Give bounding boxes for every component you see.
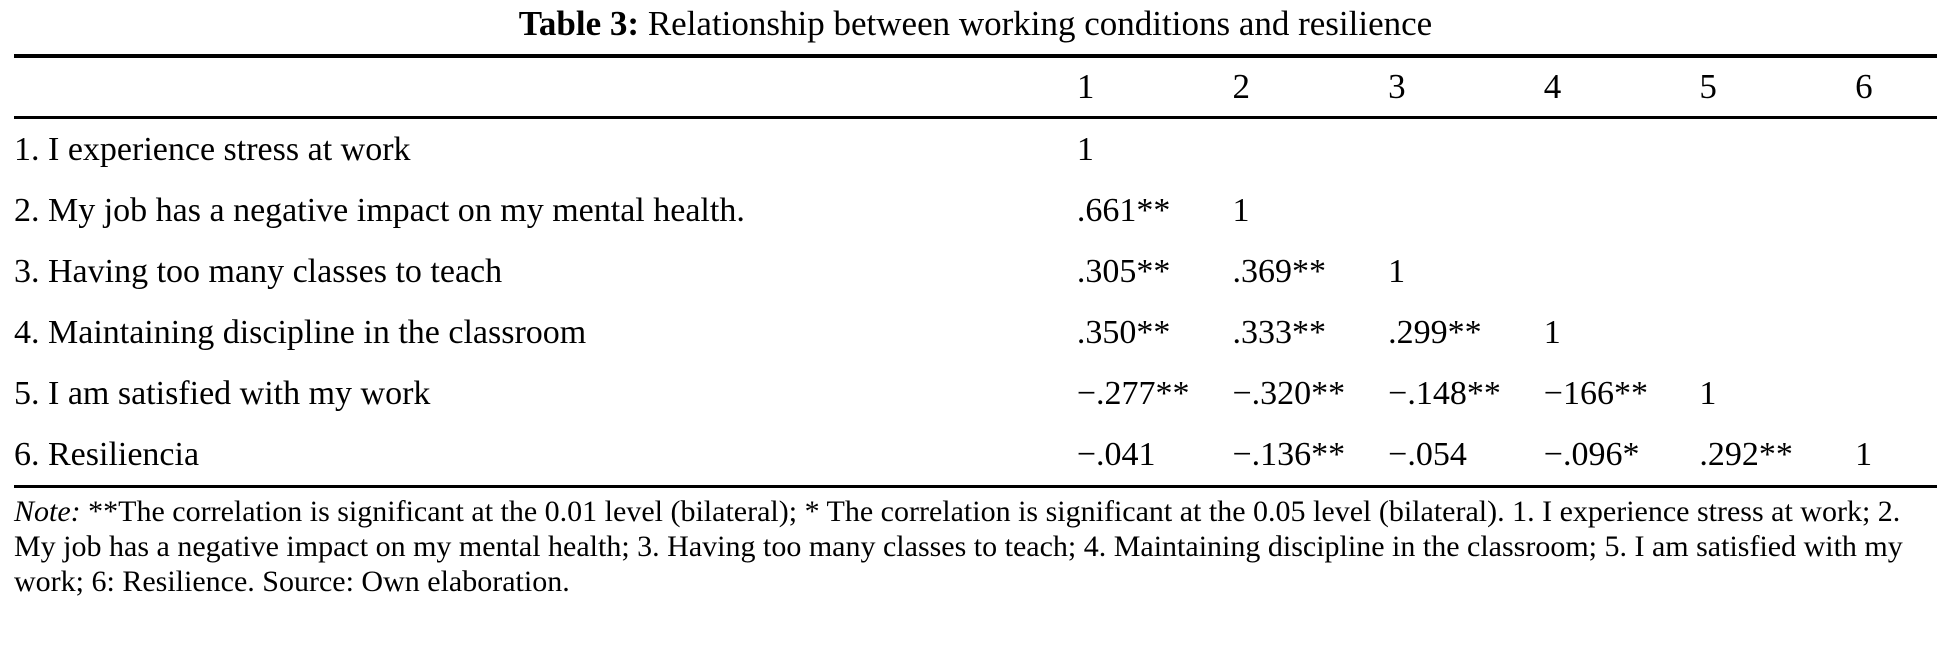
cell-r3c2: .369**	[1232, 253, 1326, 290]
cell-r4c5	[1699, 302, 1855, 363]
cell-r5c3: −.148**	[1388, 375, 1501, 412]
row-label: 2. My job has a negative impact on my mental health.	[14, 192, 745, 229]
table-row	[14, 302, 1937, 363]
column-header-2: 2	[1232, 67, 1250, 106]
table-note-text: **The correlation is significant at the 0.01 level (bilateral); * The correlation is significant at the 0.05 level (bilateral). 1. I experience stress at work; 2. My job has a negative impact on my mental health; 3. Having too many classes to teach; 4. Maintaining discipline in the classroom; 5. I am satisfied with my work; 6: Resilience. Source: Own elaboration.	[14, 495, 1903, 598]
cell-r2c2: 1	[1232, 192, 1250, 229]
cell-r1c3	[1388, 119, 1544, 180]
column-header-6: 6	[1855, 67, 1873, 106]
cell-r4c2: .333**	[1232, 314, 1326, 351]
table-row	[14, 180, 1937, 241]
column-header-blank	[14, 58, 1077, 116]
cell-r5c6	[1855, 363, 1937, 424]
cell-r5c2: −.320**	[1232, 375, 1346, 412]
cell-r6c3: −.054	[1388, 436, 1467, 473]
column-header-3: 3	[1388, 67, 1406, 106]
row-label: 3. Having too many classes to teach	[14, 253, 503, 290]
column-header-5: 5	[1699, 67, 1717, 106]
cell-r6c1: −.041	[1076, 436, 1156, 473]
column-header-1: 1	[1076, 67, 1095, 106]
row-label: 4. Maintaining discipline in the classroom	[14, 314, 587, 351]
table-row	[14, 119, 1937, 180]
table-caption-label: Table 3:	[518, 4, 640, 43]
cell-r2c3	[1388, 180, 1544, 241]
table-note	[14, 488, 1937, 599]
cell-r2c1: .661**	[1076, 192, 1171, 229]
table-header-row	[14, 58, 1937, 116]
cell-r2c4	[1544, 180, 1700, 241]
cell-r5c4: −166**	[1543, 375, 1648, 412]
cell-r6c4: −.096*	[1543, 436, 1640, 473]
cell-r6c6: 1	[1855, 436, 1873, 473]
table-row	[14, 241, 1937, 302]
column-header-4: 4	[1543, 67, 1562, 106]
cell-r6c5: .292**	[1699, 436, 1793, 473]
table-row	[14, 424, 1937, 485]
cell-r1c4	[1544, 119, 1700, 180]
cell-r6c2: −.136**	[1232, 436, 1346, 473]
table-note-lead: Note:	[14, 495, 81, 528]
cell-r4c4: 1	[1543, 314, 1561, 351]
cell-r1c2	[1233, 119, 1389, 180]
cell-r3c3: 1	[1388, 253, 1406, 290]
table-caption-text: Relationship between working conditions and resilience	[647, 4, 1433, 43]
cell-r2c6	[1855, 180, 1937, 241]
table-caption	[14, 0, 1937, 54]
row-label: 5. I am satisfied with my work	[14, 375, 431, 412]
correlation-table-body	[14, 119, 1937, 485]
table-header	[14, 58, 1937, 116]
cell-r1c6	[1855, 119, 1937, 180]
cell-r4c3: .299**	[1388, 314, 1482, 351]
cell-r5c5: 1	[1699, 375, 1717, 412]
cell-r3c1: .305**	[1076, 253, 1171, 290]
cell-r5c1: −.277**	[1076, 375, 1190, 412]
cell-r1c1: 1	[1076, 131, 1094, 168]
cell-r3c5	[1699, 241, 1855, 302]
cell-r3c6	[1855, 241, 1937, 302]
table-row	[14, 363, 1937, 424]
cell-r1c5	[1699, 119, 1855, 180]
cell-r2c5	[1699, 180, 1855, 241]
correlation-table	[14, 58, 1937, 116]
row-label: 1. I experience stress at work	[14, 131, 411, 168]
cell-r3c4	[1544, 241, 1700, 302]
cell-r4c6	[1855, 302, 1937, 363]
row-label: 6. Resiliencia	[14, 436, 200, 473]
cell-r4c1: .350**	[1076, 314, 1171, 351]
